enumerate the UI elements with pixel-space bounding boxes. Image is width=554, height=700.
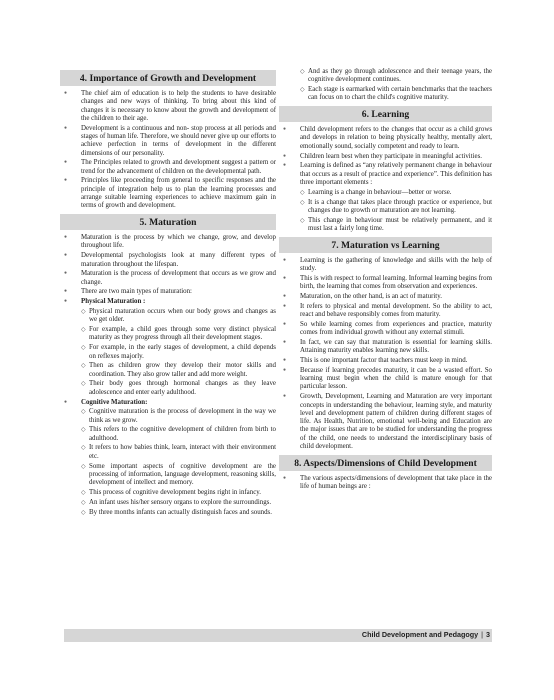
sub-list-item: ◇ For example, a child goes through some very distinct physical maturity as they progress through all their development stages. [64, 326, 276, 343]
sub-list-item: ◇ By three months infants can actually distinguish faces and sounds. [64, 509, 276, 517]
sub-list-item: ◇ Physical maturation occurs when our body grows and changes as we get older. [64, 308, 276, 325]
section-heading-6: 6. Learning [279, 106, 492, 122]
list-item: ● Child development refers to the changes that occur as a child grows and develops in relation to being physically healthy, mentally alert, emotionally sound, socially competent and ready to learn. [283, 126, 492, 151]
sub-list-item: ◇ This change in behaviour must be relatively permanent, and it must last a fairly long time. [283, 217, 492, 234]
section-4-list [64, 90, 276, 211]
section-5-list [64, 234, 276, 306]
section-heading-7: 7. Maturation vs Learning [279, 237, 492, 253]
list-item: ● This is with respect to formal learning. Informal learning begins from birth, the learning that comes from observation and experiences. [283, 275, 492, 292]
sub-list-item: ◇ This process of cognitive development begins right in infancy. [64, 489, 276, 497]
list-item: ● Principles like proceeding from general to specific responses and the principle of integration help us to plan the learning processes and arrange suitable learning experiences to achieve maximum gain in terms of growth and development. [64, 177, 276, 210]
sub-list-item: ◇ And as they go through adolescence and their teenage years, the cognitive development continues. [283, 68, 492, 85]
list-item: ● The Principles related to growth and development suggest a pattern or trend for the advancement of children on the developmental path. [64, 159, 276, 176]
section-7-list [283, 257, 492, 452]
list-item: ● So while learning comes from experiences and practice, maturity comes from individual growth without any external stimuli. [283, 321, 492, 338]
cognitive-maturation-head-list [64, 399, 276, 407]
left-column [64, 70, 276, 518]
list-item: ● Learning is defined as “any relatively permanent change in behaviour that occurs as a result of practice and experience”. This definition has three important elements : [283, 162, 492, 187]
sub-list-item: ◇ It is a change that takes place through practice or experience, but changes due to growth or maturation are not learning. [283, 199, 492, 216]
list-item: ● It refers to physical and mental development. So the ability to act, react and behave responsibly comes from maturity. [283, 303, 492, 320]
sub-list-item: ◇ Then as children grow they develop their motor skills and coordination. They also grow taller and add more weight. [64, 362, 276, 379]
physical-maturation-list [64, 308, 276, 397]
list-item: ● In fact, we can say that maturation is essential for learning skills. Attaining maturity enables learning new skills. [283, 339, 492, 356]
book-title: Child Development and Pedagogy [361, 630, 479, 639]
list-item: ● Learning is the gathering of knowledge and skills with the help of study. [283, 257, 492, 274]
sub-list-item: ◇ For example, in the early stages of development, a child depends on reflexes majorly. [64, 344, 276, 361]
cognitive-maturation-heading: ● Cognitive Maturation: [64, 399, 276, 407]
learning-elements-list [283, 189, 492, 233]
list-item: ● Because if learning precedes maturity, it can be a wasted effort. So learning must begin when the child is mature enough for that particular lesson. [283, 367, 492, 392]
list-item: ● The chief aim of education is to help the students to have desirable changes and new ways of thinking. To bring about this kind of changes it is necessary to know about the growth and development of the children to their age. [64, 90, 276, 123]
section-heading-5: 5. Maturation [60, 214, 276, 230]
list-item: ● The various aspects/dimensions of development that take place in the life of human beings are : [283, 475, 492, 492]
list-item: ● Development is a continuous and non- stop process at all periods and stages of human life. Therefore, we should never give up our efforts to achieve perfection in terms of development in the different dimensions of our personality. [64, 125, 276, 158]
list-item: ● Maturation is the process of development that occurs as we grow and change. [64, 270, 276, 287]
list-item: ● This is one important factor that teachers must keep in mind. [283, 357, 492, 365]
sub-list-item: ◇ This refers to the cognitive development of children from birth to adulthood. [64, 426, 276, 443]
footer-separator: | [481, 630, 483, 639]
physical-maturation-heading: ● Physical Maturation : [64, 298, 276, 306]
sub-list-item: ◇ Some important aspects of cognitive development are the processing of information, language development, reasoning skills, development of intellect and memory. [64, 463, 276, 488]
section-heading-8: 8. Aspects/Dimensions of Child Development [279, 455, 492, 471]
cognitive-maturation-list [64, 408, 276, 517]
list-item: ● Developmental psychologists look at many different types of maturation throughout the lifespan. [64, 252, 276, 269]
sub-list-item: ◇ Cognitive maturation is the process of development in the way we think as we grow. [64, 408, 276, 425]
page-footer [362, 630, 490, 639]
sub-list-item: ◇ Each stage is earmarked with certain benchmarks that the teachers can focus on to chart the child's cognitive maturity. [283, 86, 492, 103]
section-8-list [283, 475, 492, 492]
list-item: ● Growth, Development, Learning and Maturation are very important concepts in understanding the behaviour, learning style, and maturity level and development pattern of children during different stages of life. As Health, Nutrition, emotional well-being and Education are the major issues that are to be studied for understanding the progress of the child, one needs to understand the interdisciplinary basis of child development. [283, 393, 492, 451]
sub-list-item: ◇ Learning is a change in behaviour—better or worse. [283, 189, 492, 197]
sub-list-item: ◇ Their body goes through hormonal changes as they leave adolescence and enter early adulthood. [64, 380, 276, 397]
section-heading-4: 4. Importance of Growth and Development [60, 70, 276, 86]
list-item: ● Maturation, on the other hand, is an act of maturity. [283, 293, 492, 301]
section-6-list [283, 126, 492, 187]
continued-sub-list [283, 68, 492, 103]
list-item: ● There are two main types of maturation: [64, 288, 276, 296]
list-item: ● Children learn best when they participate in meaningful activities. [283, 153, 492, 161]
sub-list-item: ◇ An infant uses his/her sensory organs to explore the surroundings. [64, 499, 276, 507]
page-number: 3 [486, 630, 490, 639]
sub-list-item: ◇ It refers to how babies think, learn, interact with their environment etc. [64, 444, 276, 461]
list-item: ● Maturation is the process by which we change, grow, and develop throughout life. [64, 234, 276, 251]
right-column [283, 68, 492, 493]
